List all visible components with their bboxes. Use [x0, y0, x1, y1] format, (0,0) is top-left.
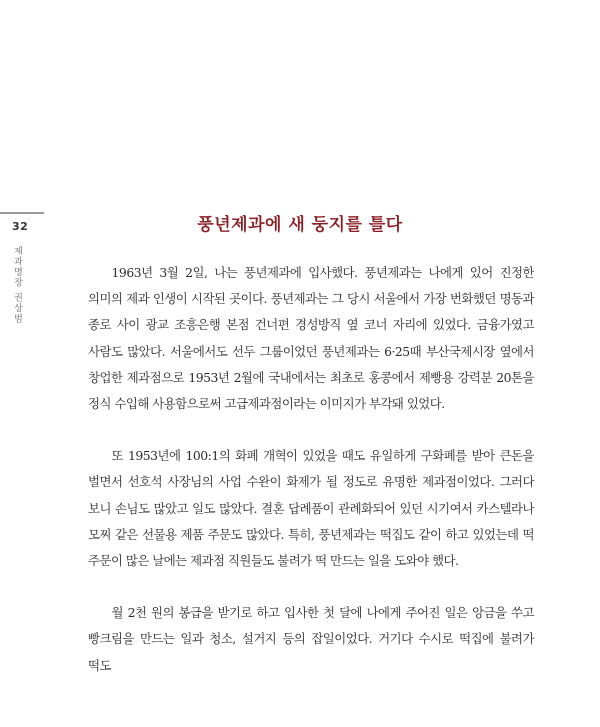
paragraph: 월 2천 원의 봉급을 받기로 하고 입사한 첫 달에 나에게 주어진 일은 앙금을 쑤고 빵크림을 만드는 일과 청소, 설거지 등의 잡일이었다. 거기다 수시로 떡집에 불려가 떡도: [88, 605, 534, 673]
running-head: 제과명장 권상범: [12, 246, 22, 324]
paragraph: 또 1953년에 100:1의 화폐 개혁이 있었을 때도 유일하게 구화폐를 받아 큰돈을 벌면서 선호석 사장님의 사업 수완이 화제가 될 정도로 유명한 제과점이었다. 그러다 보니 손님도 많았고 일도 많았다. 결혼 답례품이 관례화되어 있던 시기여서 카스텔라나 모찌 같은 선물용 제품 주문도 많았다. 특히, 풍년제과는 떡집도 같이 하고 있었는데 떡 주문이 많은 날에는 제과점 직원들도 불려가 떡 만드는 일을 도와야 했다.: [88, 448, 534, 569]
body-text: [88, 260, 534, 705]
paragraph: 1963년 3월 2일, 나는 풍년제과에 입사했다. 풍년제과는 나에게 있어 진정한 의미의 제과 인생이 시작된 곳이다. 풍년제과는 그 당시 서울에서 가장 번화했던 명동과 종로 사이 광교 조흥은행 본점 건너편 경성방직 옆 코너 자리에 있었다. 금융가였고 사람도 많았다. 서울에서도 선두 그룹이었던 풍년제과는 6·25때 부산국제시장 옆에서 창업한 제과점으로 1953년 2월에 국내에서는 최초로 홍콩에서 제빵용 강력분 20톤을 정식 수입해 사용함으로써 고급제과점이라는 이미지가 부각돼 있었다.: [88, 265, 534, 412]
page-number: 32: [12, 220, 29, 233]
chapter-title: 풍년제과에 새 둥지를 틀다: [197, 215, 403, 235]
